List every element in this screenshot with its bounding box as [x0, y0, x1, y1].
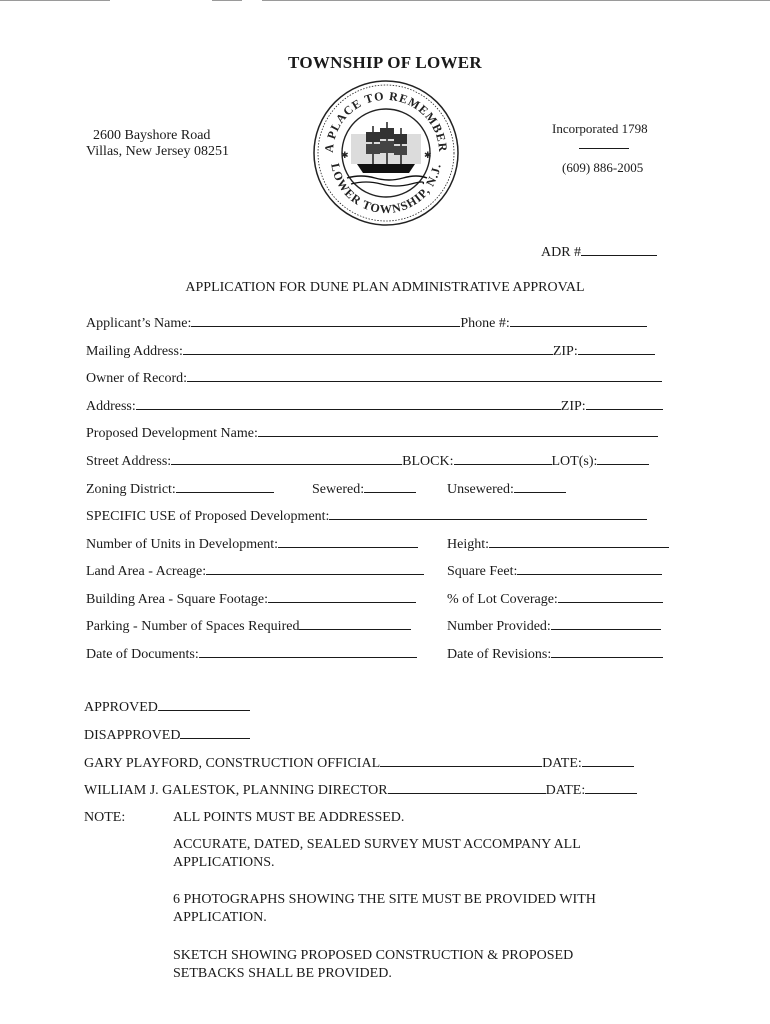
disapproved-label: DISAPPROVED — [84, 728, 181, 743]
building-area-line[interactable] — [268, 590, 416, 603]
date-of-revisions-label: Date of Revisions: — [447, 647, 552, 662]
date-of-documents-line[interactable] — [199, 645, 417, 658]
note-1: ALL POINTS MUST BE ADDRESSED. — [173, 810, 405, 825]
specific-use-label: SPECIFIC USE of Proposed Development: — [86, 509, 330, 524]
date-of-revisions-field — [447, 645, 663, 663]
township-title: TOWNSHIP OF LOWER — [287, 53, 483, 72]
date1-label: DATE: — [542, 756, 582, 771]
block-label: BLOCK: — [402, 454, 454, 469]
address-line[interactable] — [136, 397, 561, 410]
adr-label: ADR # — [541, 245, 582, 260]
number-provided-label: Number Provided: — [447, 619, 551, 634]
scan-edge-line — [212, 0, 242, 1]
mailing-row — [86, 342, 655, 360]
street-address-label: Street Address: — [86, 454, 172, 469]
lot-coverage-field — [447, 590, 663, 608]
square-feet-field — [447, 562, 662, 580]
incorporated-text: Incorporated 1798 — [552, 121, 648, 136]
land-area-line[interactable] — [206, 562, 424, 575]
note-3b: APPLICATION. — [173, 910, 267, 925]
official2-label: WILLIAM J. GALESTOK, PLANNING DIRECTOR — [84, 783, 388, 798]
zip-line[interactable] — [578, 342, 655, 355]
specific-use-row — [86, 507, 647, 525]
square-feet-line[interactable] — [517, 562, 662, 575]
street-row — [86, 452, 649, 470]
note-2a: ACCURATE, DATED, SEALED SURVEY MUST ACCOMPANY ALL — [173, 837, 581, 852]
address-line-1: 2600 Bayshore Road — [93, 128, 211, 143]
land-area-label: Land Area - Acreage: — [86, 564, 207, 579]
date-of-documents-label: Date of Documents: — [86, 647, 199, 662]
specific-use-line[interactable] — [329, 507, 647, 520]
township-seal — [311, 78, 461, 228]
lots-label: LOT(s): — [551, 454, 598, 469]
block-line[interactable] — [454, 452, 552, 465]
proposed-dev-name-line[interactable] — [258, 424, 658, 437]
height-line[interactable] — [489, 535, 669, 548]
seal-star-icon: ✱ — [424, 150, 432, 160]
unsewered-line[interactable] — [514, 480, 566, 493]
seal-bottom-text: LOWER TOWNSHIP, N.J. — [328, 162, 444, 217]
approved-line[interactable] — [158, 698, 250, 711]
number-provided-field — [447, 617, 661, 635]
dev-name-row — [86, 424, 658, 442]
units-row — [86, 535, 418, 553]
owner-of-record-label: Owner of Record: — [86, 371, 188, 386]
date2-line[interactable] — [585, 781, 637, 794]
phone-line[interactable] — [510, 314, 647, 327]
adr-line[interactable] — [581, 243, 657, 256]
address-label: Address: — [86, 399, 136, 414]
approved-row — [84, 698, 250, 716]
address-line-2: Villas, New Jersey 08251 — [86, 144, 230, 159]
official1-signature-line[interactable] — [380, 754, 542, 767]
lots-line[interactable] — [597, 452, 649, 465]
num-units-label: Number of Units in Development: — [86, 537, 279, 552]
seal-top-text: A PLACE TO REMEMBER — [321, 88, 451, 154]
height-label: Height: — [447, 537, 489, 552]
scan-edge-line — [262, 0, 770, 1]
note-4b: SETBACKS SHALL BE PROVIDED. — [173, 966, 392, 981]
phone-text: (609) 886-2005 — [562, 160, 644, 175]
applicant-row — [86, 314, 647, 332]
date1-line[interactable] — [582, 754, 634, 767]
height-field — [447, 535, 669, 553]
date2-label: DATE: — [545, 783, 586, 798]
official1-row — [84, 754, 634, 772]
documents-row — [86, 645, 417, 663]
parking-row — [86, 617, 411, 635]
sewered-label: Sewered: — [312, 482, 365, 497]
number-provided-line[interactable] — [551, 617, 661, 630]
divider — [579, 148, 629, 149]
sewered-field — [312, 480, 416, 498]
scan-edge-line — [0, 0, 110, 1]
unsewered-field — [447, 480, 566, 498]
official2-row — [84, 781, 637, 799]
lot-coverage-label: % of Lot Coverage: — [447, 592, 558, 607]
note-3a: 6 PHOTOGRAPHS SHOWING THE SITE MUST BE PROVIDED WITH — [173, 892, 596, 907]
lot-coverage-line[interactable] — [558, 590, 663, 603]
official2-signature-line[interactable] — [388, 781, 546, 794]
mailing-address-line[interactable] — [183, 342, 553, 355]
applicant-name-line[interactable] — [191, 314, 460, 327]
zip-label: ZIP: — [552, 344, 578, 359]
num-units-line[interactable] — [278, 535, 418, 548]
note-4a: SKETCH SHOWING PROPOSED CONSTRUCTION & PROPOSED — [173, 948, 574, 963]
unsewered-label: Unsewered: — [447, 482, 514, 497]
seal-star-icon: ✱ — [341, 150, 349, 160]
form-title: APPLICATION FOR DUNE PLAN ADMINISTRATIVE APPROVAL — [185, 280, 585, 295]
street-address-line[interactable] — [171, 452, 402, 465]
disapproved-line[interactable] — [180, 726, 250, 739]
land-area-row — [86, 562, 424, 580]
proposed-dev-name-label: Proposed Development Name: — [86, 426, 258, 441]
owner-row — [86, 369, 662, 387]
official1-label: GARY PLAYFORD, CONSTRUCTION OFFICIAL — [84, 756, 381, 771]
zoning-district-label: Zoning District: — [86, 482, 176, 497]
adr-field[interactable] — [541, 243, 657, 261]
disapproved-row — [84, 726, 250, 744]
building-area-row — [86, 590, 416, 608]
mailing-address-label: Mailing Address: — [86, 344, 183, 359]
note-label: NOTE: — [84, 810, 126, 825]
square-feet-label: Square Feet: — [447, 564, 518, 579]
date-of-revisions-line[interactable] — [551, 645, 663, 658]
phone-label: Phone #: — [460, 316, 510, 331]
approved-label: APPROVED — [84, 700, 158, 715]
zip-line[interactable] — [586, 397, 663, 410]
zoning-district-line[interactable] — [176, 480, 274, 493]
note-2b: APPLICATIONS. — [173, 855, 275, 870]
zoning-row — [86, 480, 274, 498]
address-row — [86, 397, 663, 415]
applicant-name-label: Applicant’s Name: — [86, 316, 192, 331]
parking-required-line[interactable] — [299, 617, 411, 630]
zip-label: ZIP: — [560, 399, 586, 414]
parking-required-label: Parking - Number of Spaces Required — [86, 619, 300, 634]
sewered-line[interactable] — [364, 480, 416, 493]
owner-of-record-line[interactable] — [187, 369, 662, 382]
building-area-label: Building Area - Square Footage: — [86, 592, 268, 607]
